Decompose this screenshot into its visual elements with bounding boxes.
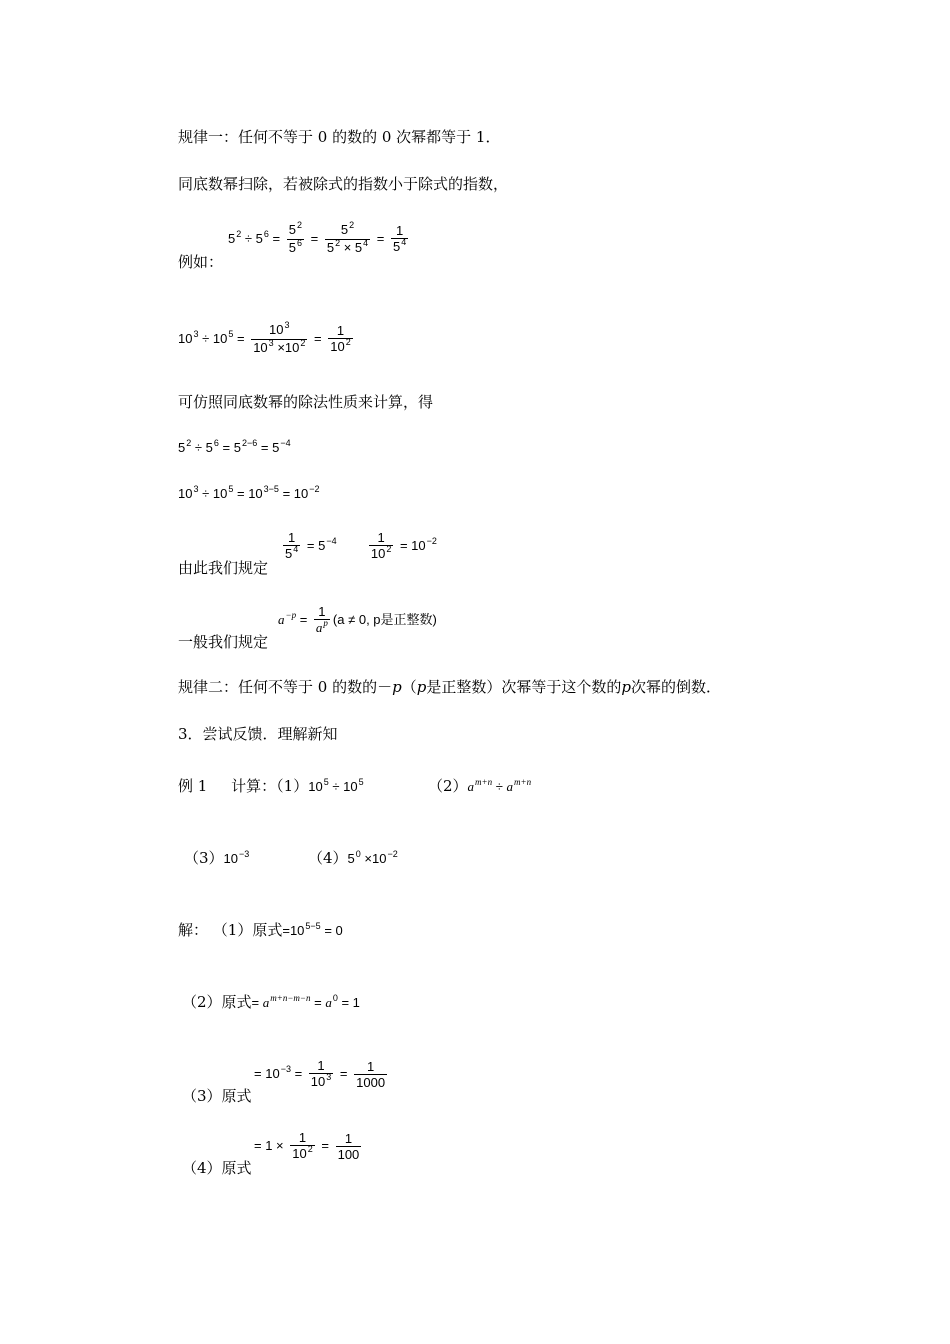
stipulate-formula: $\frac{1}{5^4}$ = $5^{-4}$ $\frac{1}{10^2}$ = $10^{-2}$ xyxy=(285,530,437,561)
solution-3-formula: = $10^{-3}$ = $\frac{1}{10^3}$ = $\frac{1}{1000}$ xyxy=(254,1058,386,1090)
example-1-q3: $(3)10^{-3}$ xyxy=(184,849,250,867)
example-1-q2: $(2)a^{m+n} \div a^{m+n}$ xyxy=(428,777,532,795)
example-label: 例如： xyxy=(178,253,224,271)
solution-1: 解： （1）原式$=10^{5-5} = 0$ xyxy=(178,921,343,939)
calc-1-formula: $5^2 \div 5^6 = 5^{2-6} = 5^{-4}$ xyxy=(178,438,291,455)
example-1-q4: $(4)5^0 \times 10^{-2}$ xyxy=(308,849,398,867)
imitate-text: 可仿照同底数幂的除法性质来计算，得 xyxy=(178,393,434,411)
solution-2: （2）原式= $a^{m+n-m-n} = a^0 = 1$ xyxy=(182,993,360,1011)
general-label: 一般我们规定 xyxy=(178,633,269,651)
section-3-heading: 3．尝试反馈．理解新知 xyxy=(178,725,338,743)
solution-4-formula: = 1 × $\frac{1}{10^2}$ = $\frac{1}{100}$ xyxy=(254,1130,360,1162)
rule-one: 规律一：任何不等于 0 的数的 0 次幂都等于 1． xyxy=(178,128,501,146)
solution-4-label: （4）原式 xyxy=(182,1159,252,1177)
example-2-formula: $10^3 \div 10^5$ = $\frac{10^3}{10^3 \times 10^2}$ = $\frac{1}{10^2}$ xyxy=(178,320,351,355)
example-1-formula: $5^2 \div 5^6$ = $\frac{5^2}{5^6}$ = $\frac{5^2}{5^2 \times 5^4}$ = $\frac{1}{5^4}$ xyxy=(228,220,407,255)
general-formula: $a^{-p}$ = $\frac{1}{a^p}$ (a ≠ 0, p是正整数) xyxy=(278,604,437,635)
stipulate-label: 由此我们规定 xyxy=(178,559,269,577)
intro-text: 同底数幂扫除，若被除式的指数小于除式的指数， xyxy=(178,175,509,193)
solution-3-label: （3）原式 xyxy=(182,1087,252,1105)
example-1-row: 例 1 计算：$(1)10^5 \div 10^5$ xyxy=(178,777,364,795)
calc-2-formula: $10^3 \div 10^5 = 10^{3-5} = 10^{-2}$ xyxy=(178,484,320,501)
rule-two: 规律二：任何不等于 0 的数的－p（p是正整数）次幂等于这个数的p次幂的倒数． xyxy=(178,678,721,696)
